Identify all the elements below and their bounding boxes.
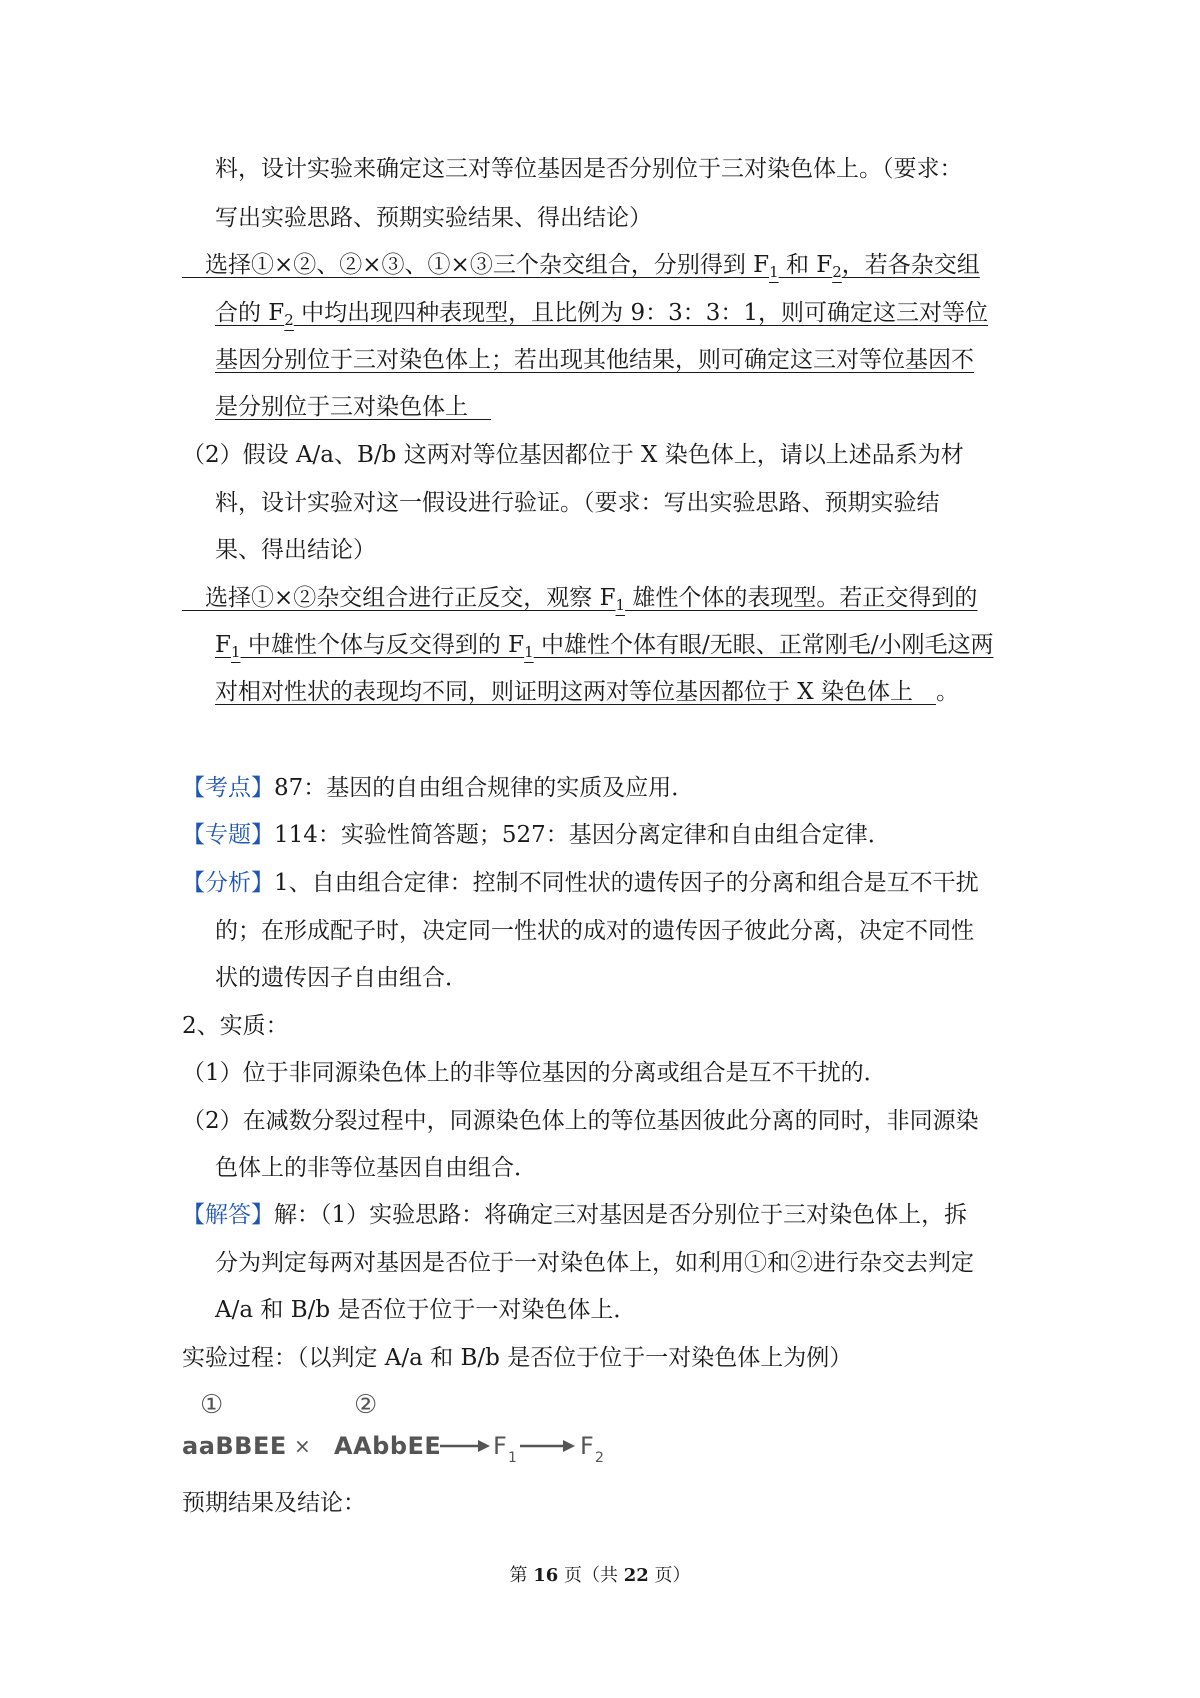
f2-symbol: F — [580, 1432, 594, 1460]
zhuanti-text: 114：实验性简答题；527：基因分离定律和自由组合定律． — [274, 822, 891, 848]
answer1-line4-sub: 2 — [284, 311, 294, 329]
answer1-line3-part-a: 选择①×②、②×③、①×③三个杂交组合，分别得到 F — [182, 252, 770, 278]
footer-page-number: 16 — [533, 1565, 559, 1586]
zhuanti-line — [182, 820, 1200, 850]
answer2-line3-end: 。 — [936, 679, 959, 705]
answer1-line2: 写出实验思路、预期实验结果、得出结论） — [215, 205, 652, 231]
answer2-line2-sub2: 1 — [524, 643, 534, 661]
answer1-line3-part-c: ，若各杂交组 — [841, 252, 980, 278]
arrow1-head — [478, 1440, 490, 1452]
answer2-line2-part-c: 中雄性个体有眼/无眼、正常刚毛/小刚毛这两 — [533, 632, 994, 658]
shizhi-item1: （1）位于非同源染色体上的非等位基因的分离或组合是互不干扰的． — [182, 1060, 887, 1086]
f2-subscript: 2 — [595, 1450, 604, 1466]
answer2-line1-part-b: 雄性个体的表现型。若正交得到的 — [625, 585, 978, 611]
process-line: 实验过程：（以判定 A/a 和 B/b 是否位于位于一对染色体上为例） — [182, 1345, 853, 1371]
cross-symbol: × — [294, 1434, 311, 1458]
kaodian-line — [182, 773, 1200, 803]
expected-line: 预期结果及结论： — [182, 1490, 366, 1516]
f1-subscript: 1 — [508, 1450, 517, 1466]
fenxi-text1: 1、自由组合定律：控制不同性状的遗传因子的分离和组合是互不干扰 — [274, 870, 979, 896]
jieda-line3: A/a 和 B/b 是否位于位于一对染色体上． — [215, 1297, 637, 1323]
answer2-line2-sub1: 1 — [230, 643, 241, 661]
shizhi-title: 2、实质： — [182, 1013, 289, 1039]
answer2-line1-sub: 1 — [615, 596, 626, 614]
question2-line3: 果、得出结论） — [215, 537, 376, 563]
kaodian-text: 87：基因的自由组合规律的实质及应用． — [274, 775, 695, 801]
answer1-line5-text: 基因分别位于三对染色体上；若出现其他结果，则可确定这三对等位基因不 — [215, 347, 974, 373]
answer1-line3-sub1: 1 — [769, 263, 779, 281]
fenxi-line1 — [182, 868, 1200, 898]
answer1-line4-part-b: 中均出现四种表现型，且比例为 9：3：3：1，则可确定这三对等位 — [293, 300, 988, 326]
answer1-line3-part-b: 和 F — [778, 252, 833, 278]
jieda-text1: 解：（1）实验思路：将确定三对基因是否分别位于三对染色体上，拆 — [274, 1202, 968, 1228]
footer-suffix: 页） — [648, 1565, 691, 1586]
answer1-line3-sub2: 2 — [832, 263, 842, 281]
parent1-genotype: aaBBEE — [182, 1432, 287, 1460]
jieda-line1 — [182, 1200, 1200, 1230]
answer1-line6 — [215, 392, 1200, 422]
footer-total-pages: 22 — [623, 1565, 649, 1586]
arrow2-head — [563, 1440, 575, 1452]
question2-line1: （2）假设 A/a、B/b 这两对等位基因都位于 X 染色体上，请以上述品系为材 — [182, 442, 964, 468]
answer1-line1: 料，设计实验来确定这三对等位基因是否分别位于三对染色体上。（要求： — [215, 156, 963, 182]
jieda-tag: 【解答】 — [182, 1202, 274, 1228]
zhuanti-tag: 【专题】 — [182, 822, 274, 848]
parent2-number-label: ② — [354, 1390, 378, 1420]
fenxi-line2: 的；在形成配子时，决定同一性状的成对的遗传因子彼此分离，决定不同性 — [215, 918, 974, 944]
jieda-line2: 分为判定每两对基因是否位于一对染色体上，如利用①和②进行杂交去判定 — [215, 1250, 974, 1276]
answer2-line2-part-b: 中雄性个体与反交得到的 F — [240, 632, 525, 658]
answer2-line1-part-a: 选择①×②杂交组合进行正反交，观察 F — [182, 585, 616, 611]
answer1-line3 — [182, 250, 1200, 287]
page-footer — [0, 1564, 1200, 1588]
cross-diagram — [182, 1385, 622, 1475]
parent1-number-label: ① — [200, 1390, 224, 1420]
answer2-line1 — [182, 583, 1200, 620]
fenxi-line3: 状的遗传因子自由组合． — [215, 965, 468, 991]
answer1-line4 — [215, 298, 1200, 335]
answer2-line2 — [215, 630, 1200, 667]
kaodian-tag: 【考点】 — [182, 775, 274, 801]
answer2-line3-text: 对相对性状的表现均不同，则证明这两对等位基因都位于 X 染色体上 — [215, 679, 936, 705]
question2-line2: 料，设计实验对这一假设进行验证。（要求：写出实验思路、预期实验结 — [215, 490, 940, 516]
answer2-line3 — [215, 677, 1200, 707]
fenxi-tag: 【分析】 — [182, 870, 274, 896]
answer1-line4-part-a: 合的 F — [215, 300, 285, 326]
answer2-line2-part-a: F — [215, 632, 231, 658]
parent2-genotype: AAbbEE — [334, 1432, 442, 1460]
answer1-line6-text: 是分别位于三对染色体上 — [215, 394, 491, 420]
footer-middle: 页（共 — [558, 1565, 624, 1586]
footer-prefix: 第 — [509, 1565, 534, 1586]
shizhi-item2-line2: 色体上的非等位基因自由组合． — [215, 1155, 537, 1181]
shizhi-item2-line1: （2）在减数分裂过程中，同源染色体上的等位基因彼此分离的同时，非同源染 — [182, 1108, 979, 1134]
f1-symbol: F — [493, 1432, 507, 1460]
answer1-line5 — [215, 345, 1200, 375]
